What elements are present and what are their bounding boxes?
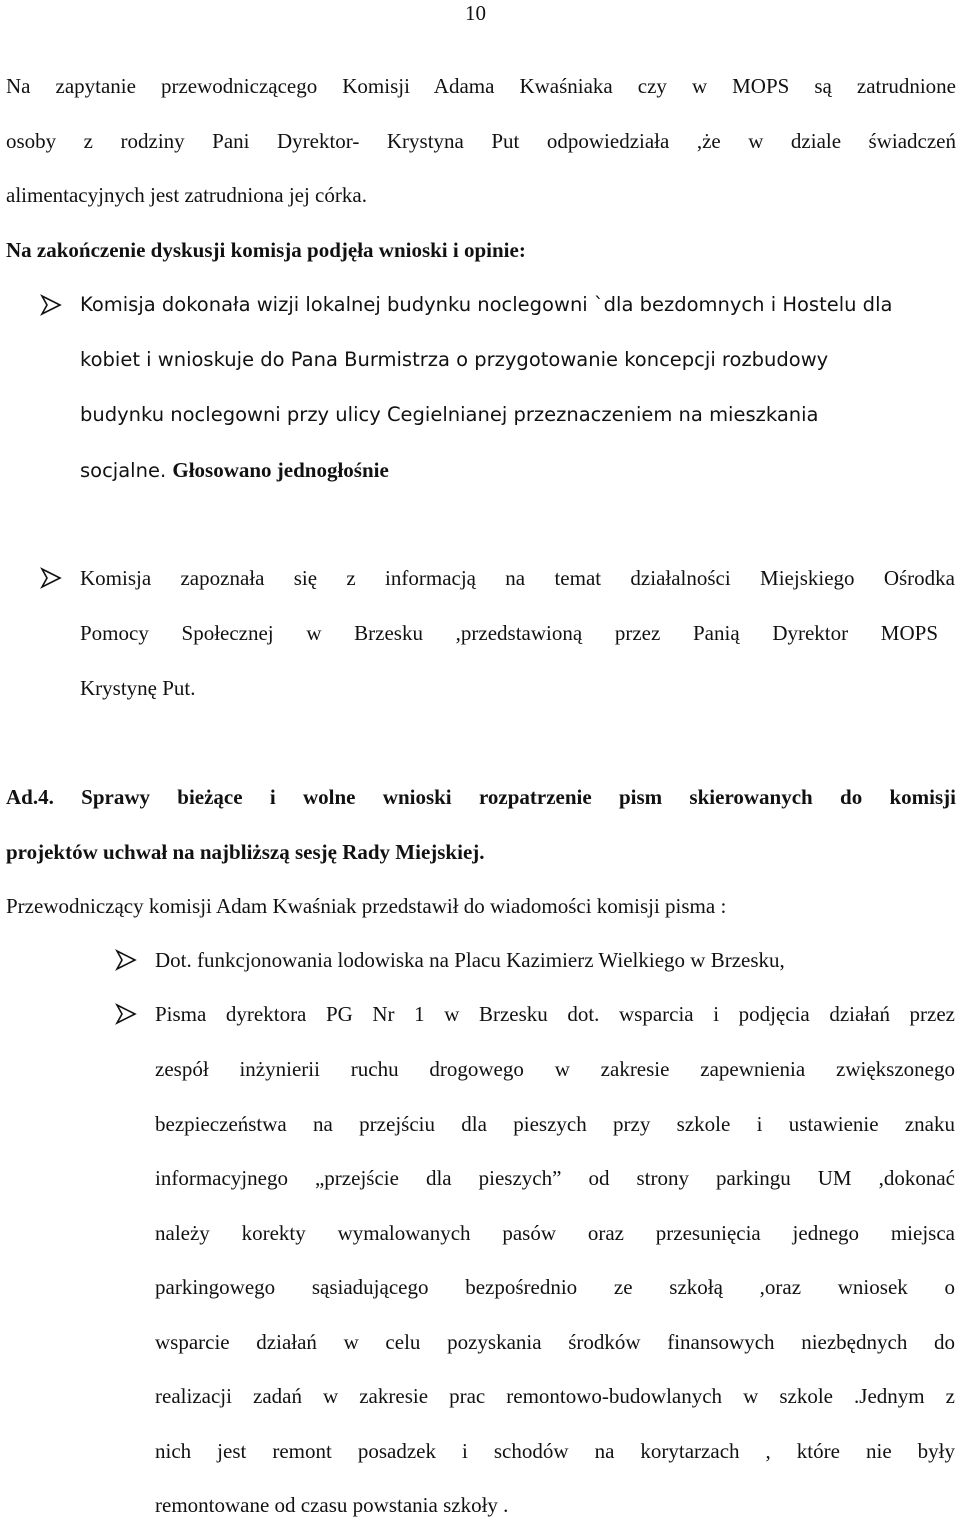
list-item-line: parkingowego sąsiadującego bezpośrednio ze szkołą ,oraz wniosek o bbox=[155, 1275, 955, 1299]
list-item-line: informacyjnego „przejście dla pieszych” od strony parkingu UM ,dokonać bbox=[155, 1166, 955, 1190]
list-item-line: należy korekty wymalowanych pasów oraz przesunięcia jednego miejsca bbox=[155, 1221, 955, 1245]
list-item-line: Pisma dyrektora PG Nr 1 w Brzesku dot. wsparcia i podjęcia działań przez bbox=[155, 1002, 955, 1026]
list-item-line: Dot. funkcjonowania lodowiska na Placu Kazimierz Wielkiego w Brzesku, bbox=[155, 948, 785, 972]
paragraph-line: Przewodniczący komisji Adam Kwaśniak przedstawił do wiadomości komisji pisma : bbox=[6, 894, 727, 918]
list-item-line: realizacji zadań w zakresie prac remontowo-budowlanych w szkole .Jednym z bbox=[155, 1384, 955, 1408]
list-item-line: zespół inżynierii ruchu drogowego w zakresie zapewnienia zwiększonego bbox=[155, 1057, 955, 1081]
vote-result: Głosowano jednogłośnie bbox=[172, 458, 389, 482]
list-item-line: Krystynę Put. bbox=[80, 676, 196, 700]
paragraph-line: osoby z rodziny Pani Dyrektor- Krystyna Put odpowiedziała ,że w dziale świadczeń bbox=[6, 129, 956, 153]
list-item-line: remontowane od czasu powstania szkoły . bbox=[155, 1493, 509, 1517]
arrowhead-bullet-icon bbox=[115, 949, 137, 971]
paragraph-line: alimentacyjnych jest zatrudniona jej córka. bbox=[6, 183, 367, 207]
page-number: 10 bbox=[465, 1, 486, 25]
list-item-line: Komisja dokonała wizji lokalnej budynku noclegowni `dla bezdomnych i Hostelu dla bbox=[80, 293, 893, 316]
arrowhead-bullet-icon bbox=[40, 567, 62, 589]
conclusions-heading: Na zakończenie dyskusji komisja podjęła wnioski i opinie: bbox=[6, 238, 526, 262]
list-item-line: Komisja zapoznała się z informacją na temat działalności Miejskiego Ośrodka bbox=[80, 566, 955, 590]
list-item-line: wsparcie działań w celu pozyskania środków finansowych niezbędnych do bbox=[155, 1330, 955, 1354]
agenda-heading: projektów uchwał na najbliższą sesję Rady Miejskiej. bbox=[6, 840, 485, 864]
list-item-text: socjalne. bbox=[80, 459, 173, 482]
list-item-line: budynku noclegowni przy ulicy Cegielnianej przeznaczeniem na mieszkania bbox=[80, 403, 819, 426]
list-item-line: bezpieczeństwa na przejściu dla pieszych przy szkole i ustawienie znaku bbox=[155, 1112, 955, 1136]
list-item-line: kobiet i wnioskuje do Pana Burmistrza o przygotowanie koncepcji rozbudowy bbox=[80, 348, 829, 371]
agenda-heading: Ad.4. Sprawy bieżące i wolne wnioski rozpatrzenie pism skierowanych do komisji bbox=[6, 785, 956, 809]
list-item-line bbox=[80, 457, 389, 486]
arrowhead-bullet-icon bbox=[115, 1003, 137, 1025]
arrowhead-bullet-icon bbox=[40, 294, 62, 316]
list-item-line: Pomocy Społecznej w Brzesku ,przedstawioną przez Panią Dyrektor MOPS bbox=[80, 621, 938, 645]
list-item-line: nich jest remont posadzek i schodów na korytarzach , które nie były bbox=[155, 1439, 955, 1463]
paragraph-line: Na zapytanie przewodniczącego Komisji Adama Kwaśniaka czy w MOPS są zatrudnione bbox=[6, 74, 956, 98]
